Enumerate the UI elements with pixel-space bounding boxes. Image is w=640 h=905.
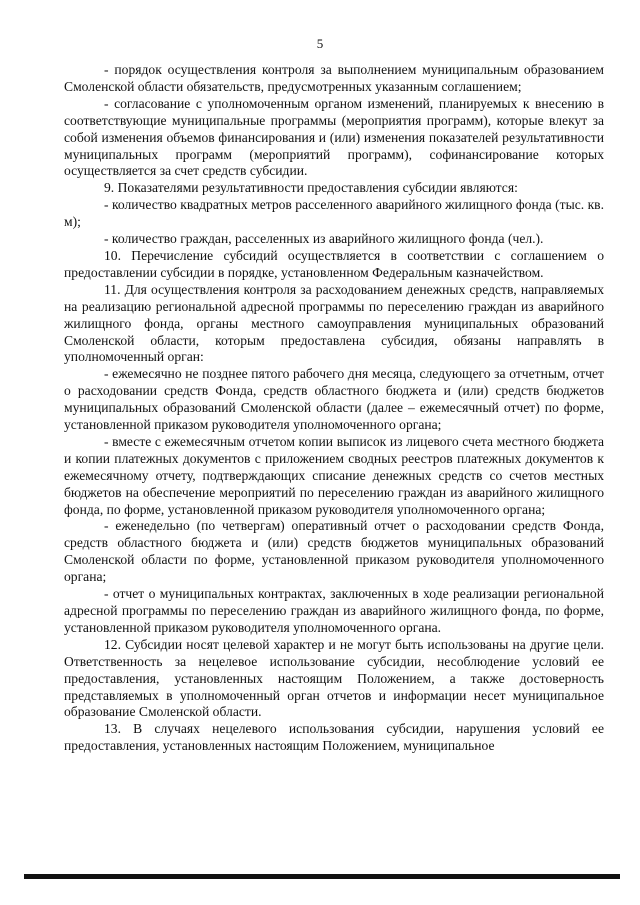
paragraph-12: 12. Субсидии носят целевой характер и не могут быть использованы на другие цели. Ответственность за нецелевое использование субсидии, несоблюдение условий ее предоставления, установленных настоящим Положением, а также достоверность представляемых в уполномоченный орган отчетов и информации несет муниципальное образование Смоленской области. <box>64 636 604 720</box>
paragraph-6: 10. Перечисление субсидий осуществляется в соответствии с соглашением о предоставлении субсидии в порядке, установленном Федеральным казначейством. <box>64 247 604 280</box>
paragraph-3: 9. Показателями результативности предоставления субсидии являются: <box>104 180 518 196</box>
paragraph-7: 11. Для осуществления контроля за расходованием денежных средств, направляемых на реализацию региональной адресной программы по переселению граждан из аварийного жилищного фонда, органы местного самоуправления муниципальных образований Смоленской области, которым предоставлена субсидия, обязаны направлять в уполномоченный орган: <box>64 281 604 365</box>
paragraph-5: - количество граждан, расселенных из аварийного жилищного фонда (чел.). <box>104 231 544 247</box>
bottom-rule <box>24 874 620 879</box>
paragraph-8: - ежемесячно не позднее пятого рабочего дня месяца, следующего за отчетным, отчет о расходовании средств Фонда, средств областного бюджета и (или) средств бюджетов муниципальных образований Смоленской области (далее – ежемесячный отчет) по форме, установленной приказом руководителя уполномоченного органа; <box>64 366 604 433</box>
document-body <box>64 62 604 755</box>
paragraph-13: 13. В случаях нецелевого использования субсидии, нарушения условий ее предоставления, установленных настоящим Положением, муниципальное <box>64 721 604 754</box>
paragraph-4: - количество квадратных метров расселенного аварийного жилищного фонда (тыс. кв. м); <box>64 197 604 230</box>
paragraph-2: - согласование с уполномоченным органом изменений, планируемых к внесению в соответствующие муниципальные программы (мероприятия программ), которые влекут за собой изменения объемов финансирования и (или) изменения показателей результативности муниципальных программ (мероприятий программ), софинансирование которых осуществляется за счет средств субсидии. <box>64 95 604 179</box>
page-number: 5 <box>316 36 324 51</box>
paragraph-11: - отчет о муниципальных контрактах, заключенных в ходе реализации региональной адресной программы по переселению граждан из аварийного жилищного фонда, по форме, установленной приказом руководителя уполномоченного органа. <box>64 586 604 635</box>
paragraph-9: - вместе с ежемесячным отчетом копии выписок из лицевого счета местного бюджета и копии платежных документов с приложением сводных реестров платежных документов к ежемесячному отчету, подтверждающих списание денежных средств со счетов местных бюджетов на обеспечение мероприятий по переселению граждан из аварийного жилищного фонда, по форме, установленной приказом руководителя уполномоченного органа; <box>64 433 604 517</box>
paragraph-10: - еженедельно (по четвергам) оперативный отчет о расходовании средств Фонда, средств областного бюджета и (или) средств бюджетов муниципальных образований Смоленской области по форме, установленной приказом руководителя уполномоченного органа; <box>64 518 604 585</box>
paragraph-1: - порядок осуществления контроля за выполнением муниципальным образованием Смоленской области обязательств, предусмотренных указанным соглашением; <box>64 62 604 94</box>
